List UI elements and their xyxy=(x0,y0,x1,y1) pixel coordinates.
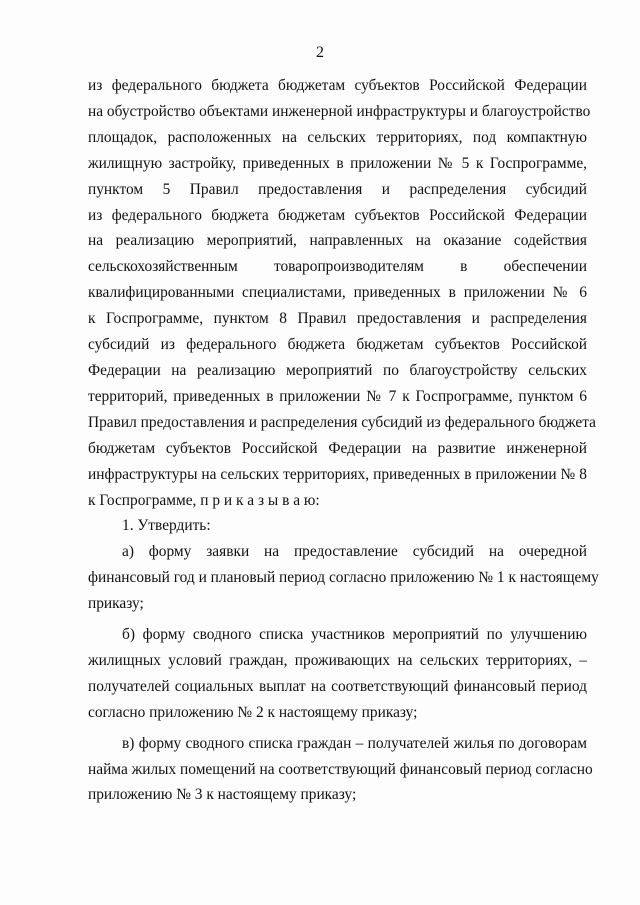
text-line: из федерального бюджета бюджетам субъектов Российской Федерации xyxy=(88,206,587,224)
text-line: инфраструктуры на сельских территориях, приведенных в приложении № 8 xyxy=(88,465,587,483)
text-line: Правил предоставления и распределения субсидий из федерального бюджета xyxy=(88,413,597,431)
text-line: приложению № 3 к настоящему приказу; xyxy=(88,786,357,804)
text-line: из федерального бюджета бюджетам субъектов Российской Федерации xyxy=(88,77,587,94)
text-line: сельскохозяйственным товаропроизводителям в обеспечении xyxy=(88,258,587,276)
item-1-paragraph xyxy=(88,513,587,539)
text-line: в) форму сводного списка граждан – получателей жилья по договорам xyxy=(122,734,587,752)
text-line: к Госпрограмме, п р и к а з ы в а ю: xyxy=(88,491,320,509)
item-v-paragraph xyxy=(88,731,593,809)
text-line: площадок, расположенных на сельских территориях, под компактную xyxy=(88,128,587,146)
text-line: финансовый год и плановый период согласно приложению № 1 к настоящему xyxy=(88,569,599,587)
document-body xyxy=(88,73,599,808)
text-line: Федерации на реализацию мероприятий по благоустройству сельских xyxy=(88,361,587,379)
text-line: пунктом 5 Правил предоставления и распределения субсидий xyxy=(88,180,587,198)
text-line: б) форму сводного списка участников мероприятий по улучшению xyxy=(122,626,587,644)
text-line: квалифицированными специалистами, приведенных в приложении № 6 xyxy=(88,284,587,302)
text-line: жилищную застройку, приведенных в приложении № 5 к Госпрограмме, xyxy=(88,154,587,172)
text-line: на реализацию мероприятий, направленных на оказание содействия xyxy=(88,232,587,250)
item-b-paragraph xyxy=(88,622,587,726)
text-line: бюджетам субъектов Российской Федерации на развитие инженерной xyxy=(88,439,587,457)
text-line: к Госпрограмме, пунктом 8 Правил предоставления и распределения xyxy=(88,310,587,328)
text-line: жилищных условий граждан, проживающих на сельских территориях, – xyxy=(88,651,587,669)
text-line: субсидий из федерального бюджета бюджетам субъектов Российской xyxy=(88,336,587,354)
item-a-paragraph xyxy=(88,539,599,617)
text-line: на обустройство объектами инженерной инфраструктуры и благоустройство xyxy=(88,102,591,120)
item-1-heading: 1. Утвердить: xyxy=(122,517,211,535)
text-line: получателей социальных выплат на соответствующий финансовый период xyxy=(88,677,587,695)
text-line: найма жилых помещений на соответствующий финансовый период согласно xyxy=(88,760,593,778)
text-line: территорий, приведенных в приложении № 7 к Госпрограмме, пунктом 6 xyxy=(88,387,587,405)
page-number: 2 xyxy=(316,44,324,61)
intro-paragraph xyxy=(88,73,597,513)
text-line: согласно приложению № 2 к настоящему приказу; xyxy=(88,703,418,721)
text-line: а) форму заявки на предоставление субсидий на очередной xyxy=(122,543,587,561)
text-line: приказу; xyxy=(88,595,144,613)
